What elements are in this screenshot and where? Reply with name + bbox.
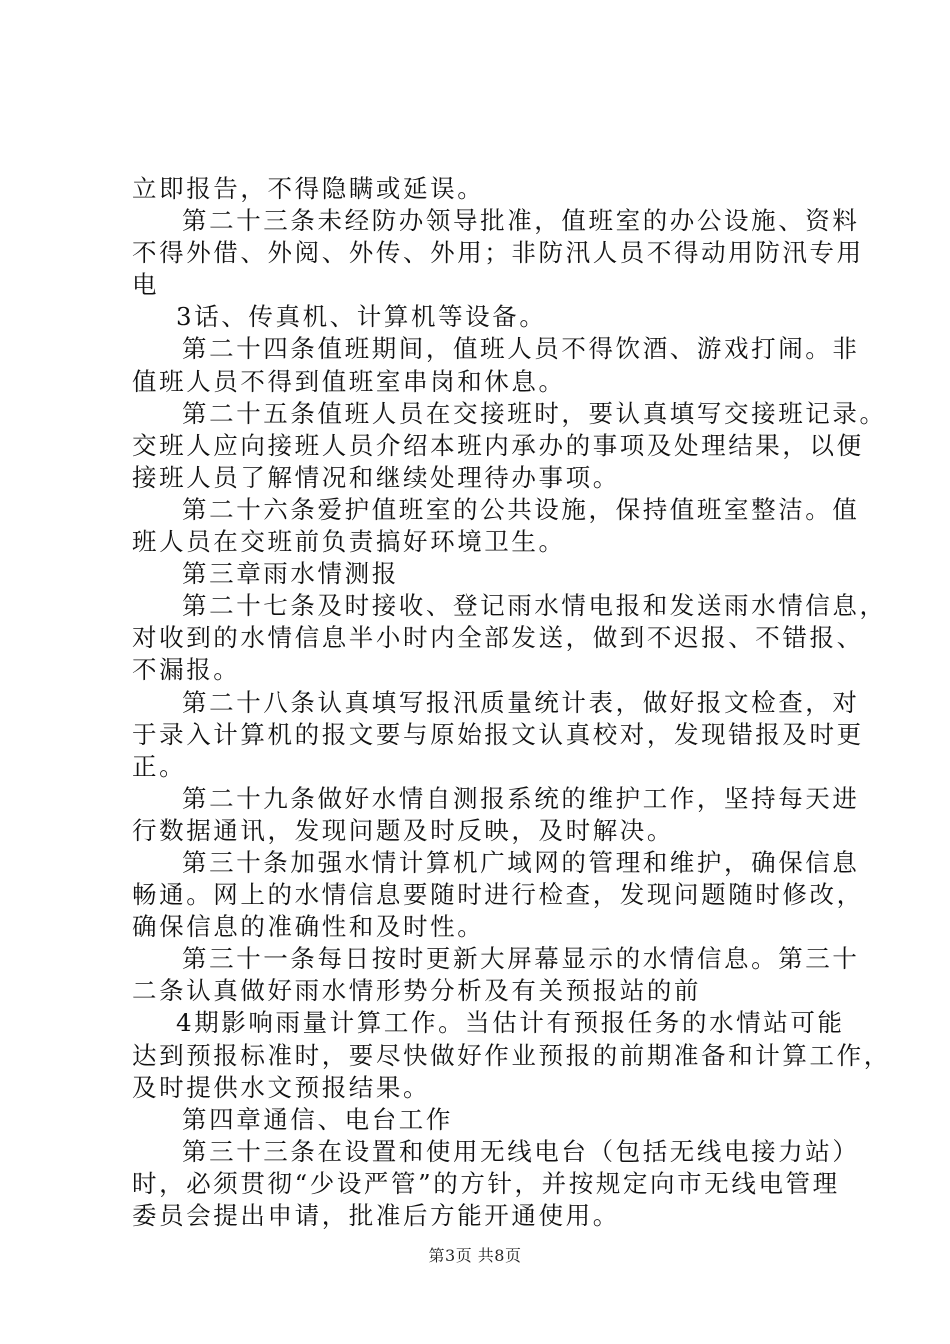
document-line: 班人员在交班前负责搞好环境卫生。 [132,527,566,557]
document-line: 立即报告，不得隐瞒或延误。 [132,174,485,203]
document-line: 不漏报。 [132,655,241,685]
document-line: 及时提供水文预报结果。 [132,1072,431,1102]
document-line: 第三十条加强水情计算机广域网的管理和维护，确保信息 [182,847,860,877]
document-line: 电 [132,270,160,300]
document-line: 第三十一条每日按时更新大屏幕显示的水情信息。第三十 [182,944,860,974]
page-footer: 第3页 共8页 [428,1246,522,1265]
document-line: 第二十八条认真填写报汛质量统计表，做好报文检查，对 [182,687,860,717]
document-line: 二条认真做好雨水情形势分析及有关预报站的前 [132,976,702,1006]
document-line: 畅通。网上的水情信息要随时进行检查，发现问题随时修改， [132,880,864,910]
document-line: 正。 [132,751,187,781]
document-line: 第二十四条值班期间，值班人员不得饮酒、游戏打闹。非 [182,334,860,364]
document-line: 交班人应向接班人员介绍本班内承办的事项及处理结果，以便 [132,430,864,460]
document-line: 对收到的水情信息半小时内全部发送，做到不迟报、不错报、 [132,623,864,653]
document-line: 4期影响雨量计算工作。当估计有预报任务的水情站可能 [176,1008,845,1038]
document-line: 行数据通讯，发现问题及时反映，及时解决。 [132,815,674,845]
document-line: 第二十五条值班人员在交接班时，要认真填写交接班记录。 [182,398,887,428]
document-line: 第三十三条在设置和使用无线电台（包括无线电接力站） [182,1136,860,1166]
document-line: 值班人员不得到值班室串岗和休息。 [132,366,566,396]
document-line: 第二十九条做好水情自测报系统的维护工作，坚持每天进 [182,783,860,813]
document-line: 接班人员了解情况和继续处理待办事项。 [132,462,620,492]
document-line: 第二十三条未经防办领导批准，值班室的办公设施、资料 [182,206,860,236]
document-line: 第二十六条爱护值班室的公共设施，保持值班室整洁。值 [182,494,860,524]
document-line: 达到预报标准时，要尽快做好作业预报的前期准备和计算工作， [132,1040,891,1070]
document-line: 第三章雨水情测报 [182,559,399,589]
document-line: 确保信息的准确性和及时性。 [132,912,485,942]
document-line: 委员会提出申请，批准后方能开通使用。 [132,1201,620,1230]
document-body [132,173,891,1232]
document-line: 第四章通信、电台工作 [182,1104,453,1134]
document-line: 于录入计算机的报文要与原始报文认真校对，发现错报及时更 [132,719,864,749]
document-line: 不得外借、外阅、外传、外用；非防汛人员不得动用防汛专用 [132,238,864,268]
document-line: 3话、传真机、计算机等设备。 [176,302,547,332]
document-line: 第二十七条及时接收、登记雨水情电报和发送雨水情信息， [182,591,887,621]
document-line: 时，必须贯彻“少设严管”的方针，并按规定向市无线电管理 [132,1168,840,1198]
